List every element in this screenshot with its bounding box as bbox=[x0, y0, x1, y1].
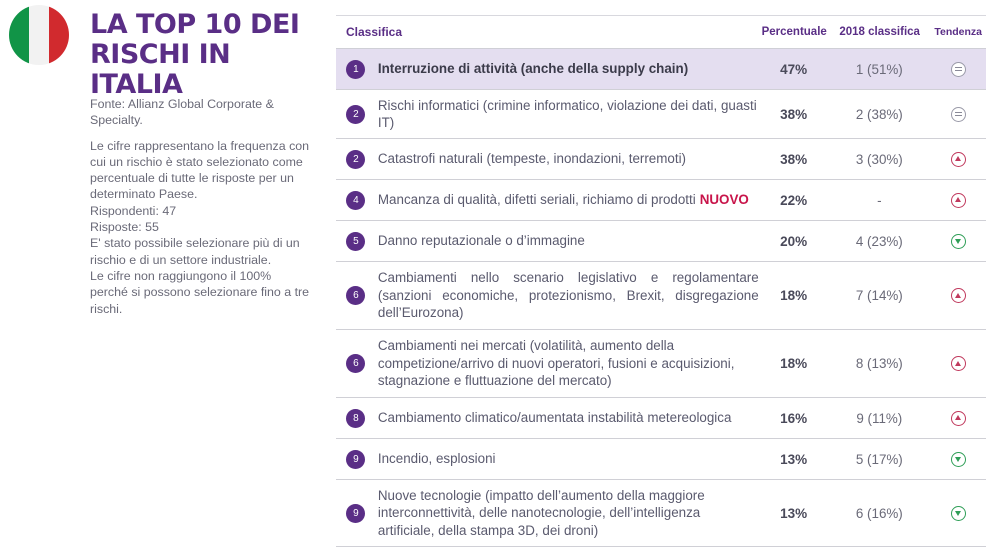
table-row bbox=[336, 49, 986, 90]
risk-description bbox=[378, 269, 759, 322]
trend-cell bbox=[930, 288, 986, 303]
table-row bbox=[336, 221, 986, 262]
risk-text: Danno reputazionale o d’immagine bbox=[377, 233, 585, 249]
up-icon bbox=[951, 152, 966, 167]
trend-cell bbox=[930, 193, 986, 208]
percentage-cell: 20% bbox=[780, 233, 808, 249]
percentage-cell: 18% bbox=[780, 356, 808, 371]
table-row bbox=[336, 439, 986, 480]
rank-2018-cell: 8 (13%) bbox=[855, 356, 903, 371]
trend-cell bbox=[930, 452, 986, 467]
rank-cell bbox=[336, 191, 374, 210]
rank-cell bbox=[336, 450, 374, 469]
sum-note: Le cifre non raggiungono il 100% perché si possono selezionare fino a tre rischi. bbox=[90, 268, 310, 316]
up-icon bbox=[951, 411, 966, 426]
up-glyph bbox=[955, 415, 961, 420]
risk-cell bbox=[374, 60, 759, 78]
rank-badge: 2 bbox=[346, 150, 365, 169]
down-icon bbox=[951, 452, 966, 467]
rank-2018-cell: 6 (16%) bbox=[855, 505, 903, 521]
risk-cell bbox=[374, 232, 759, 250]
rank-2018-cell: - bbox=[877, 192, 882, 208]
flag-green-band bbox=[9, 5, 29, 65]
rank-2018-cell: 7 (14%) bbox=[855, 288, 903, 303]
multi-select-note: E' stato possibile selezionare più di un rischio e di un settore industriale. bbox=[90, 236, 300, 267]
risk-description bbox=[378, 487, 759, 540]
flag-red-band bbox=[49, 5, 69, 65]
percentage-cell: 22% bbox=[780, 192, 808, 208]
rank-badge: 4 bbox=[346, 191, 365, 210]
risk-cell bbox=[374, 450, 759, 468]
table-row bbox=[336, 262, 986, 330]
rank-2018-cell: 1 (51%) bbox=[855, 61, 903, 77]
rank-2018-cell: 4 (23%) bbox=[855, 233, 903, 249]
table-row bbox=[336, 398, 986, 439]
trend-cell bbox=[930, 356, 986, 371]
risk-cell bbox=[374, 150, 759, 168]
equal-glyph bbox=[955, 112, 962, 116]
risk-description bbox=[378, 191, 759, 209]
header-2018-rank: 2018 classifica bbox=[839, 26, 920, 38]
table-row bbox=[336, 90, 986, 139]
risk-text: Nuove tecnologie (impatto dell’aumento della maggiore interconnettività, delle nanotecnologie, dell’intelligenza artificiale, della stampa 3D, dei droni) bbox=[377, 487, 705, 538]
risk-description bbox=[378, 60, 759, 78]
down-glyph bbox=[955, 239, 961, 244]
rank-cell bbox=[336, 105, 374, 124]
rank-cell bbox=[336, 354, 374, 373]
page-title: LA TOP 10 DEI RISCHI IN ITALIA bbox=[90, 9, 300, 100]
table-body bbox=[336, 49, 986, 547]
percentage-cell: 13% bbox=[780, 451, 808, 467]
rank-badge: 1 bbox=[346, 60, 365, 79]
table-row bbox=[336, 330, 986, 398]
trend-cell bbox=[930, 411, 986, 426]
rank-2018-cell: 5 (17%) bbox=[855, 451, 903, 467]
risk-description bbox=[378, 337, 759, 390]
trend-cell bbox=[930, 234, 986, 249]
down-icon bbox=[951, 234, 966, 249]
risk-text: Mancanza di qualità, difetti seriali, richiamo di prodotti bbox=[377, 192, 696, 208]
down-glyph bbox=[955, 457, 961, 462]
up-glyph bbox=[955, 293, 961, 298]
rank-badge: 9 bbox=[346, 450, 365, 469]
flag-white-band bbox=[29, 5, 49, 65]
risk-cell bbox=[374, 97, 759, 132]
respondents-count: Rispondenti: 47 bbox=[90, 203, 177, 218]
percentage-cell: 47% bbox=[780, 61, 808, 77]
risk-description bbox=[378, 450, 759, 468]
rank-badge: 9 bbox=[346, 504, 365, 523]
risk-text: Cambiamenti nei mercati (volatilità, aumento della competizione/arrivo di nuovi operatori, fusioni e acquisizioni, stagnazione e fluttuazione del mercato) bbox=[377, 338, 735, 389]
rank-2018-cell: 3 (30%) bbox=[855, 151, 903, 167]
risk-text: Interruzione di attività (anche della supply chain) bbox=[377, 61, 689, 77]
method-note: Le cifre rappresentano la frequenza con cui un rischio è stato selezionato come percentuale di tutte le risposte per un determinato Paese. bbox=[90, 138, 310, 202]
header-percentage: Percentuale bbox=[761, 26, 827, 38]
down-icon bbox=[951, 506, 966, 521]
up-icon bbox=[951, 356, 966, 371]
equal-glyph bbox=[955, 67, 962, 71]
rank-cell bbox=[336, 286, 374, 305]
rank-badge: 8 bbox=[346, 409, 365, 428]
rank-badge: 6 bbox=[346, 354, 365, 373]
risk-text: Incendio, esplosioni bbox=[377, 451, 496, 467]
sidebar-notes bbox=[90, 96, 310, 317]
trend-cell bbox=[930, 107, 986, 122]
risk-description bbox=[378, 232, 759, 250]
risk-description bbox=[378, 409, 759, 427]
up-glyph bbox=[955, 197, 961, 202]
risk-text: Cambiamenti nello scenario legislativo e regolamentare (sanzioni economiche, protezionismo, Brexit, disgregazione dell’Eurozona) bbox=[377, 270, 759, 321]
rank-cell bbox=[336, 60, 374, 79]
rank-2018-cell: 2 (38%) bbox=[855, 106, 903, 122]
table-row bbox=[336, 180, 986, 221]
down-glyph bbox=[955, 511, 961, 516]
equal-icon bbox=[951, 62, 966, 77]
table-row bbox=[336, 139, 986, 180]
up-icon bbox=[951, 193, 966, 208]
risk-text: Catastrofi naturali (tempeste, inondazioni, terremoti) bbox=[377, 151, 687, 167]
up-icon bbox=[951, 288, 966, 303]
equal-icon bbox=[951, 107, 966, 122]
risk-description bbox=[378, 150, 759, 168]
risk-table bbox=[336, 15, 986, 547]
percentage-cell: 18% bbox=[780, 288, 808, 303]
risk-description bbox=[378, 97, 759, 132]
risk-text: Rischi informatici (crimine informatico, violazione dei dati, guasti IT) bbox=[377, 97, 757, 130]
rank-2018-cell: 9 (11%) bbox=[856, 410, 903, 426]
percentage-cell: 38% bbox=[780, 151, 808, 167]
rank-badge: 2 bbox=[346, 105, 365, 124]
rank-cell bbox=[336, 504, 374, 523]
percentage-cell: 16% bbox=[780, 410, 808, 426]
risk-cell bbox=[374, 191, 759, 209]
new-badge: NUOVO bbox=[699, 192, 749, 208]
risk-cell bbox=[374, 337, 759, 390]
risk-text: Cambiamento climatico/aumentata instabilità metereologica bbox=[377, 410, 732, 426]
up-glyph bbox=[955, 156, 961, 161]
risk-cell bbox=[374, 269, 759, 322]
rank-cell bbox=[336, 150, 374, 169]
percentage-cell: 13% bbox=[780, 505, 808, 521]
header-trend: Tendenza bbox=[934, 26, 982, 38]
italy-flag-icon bbox=[9, 5, 69, 65]
table-row bbox=[336, 480, 986, 547]
rank-cell bbox=[336, 232, 374, 251]
rank-badge: 6 bbox=[346, 286, 365, 305]
trend-cell bbox=[930, 62, 986, 77]
risk-cell bbox=[374, 409, 759, 427]
table-header bbox=[336, 15, 986, 49]
source-note: Fonte: Allianz Global Corporate & Specialty. bbox=[90, 97, 274, 128]
trend-cell bbox=[930, 152, 986, 167]
up-glyph bbox=[955, 361, 961, 366]
trend-cell bbox=[930, 506, 986, 521]
percentage-cell: 38% bbox=[780, 106, 808, 122]
rank-cell bbox=[336, 409, 374, 428]
header-rank: Classifica bbox=[346, 25, 403, 39]
responses-count: Risposte: 55 bbox=[90, 220, 159, 235]
rank-badge: 5 bbox=[346, 232, 365, 251]
risk-cell bbox=[374, 487, 759, 540]
